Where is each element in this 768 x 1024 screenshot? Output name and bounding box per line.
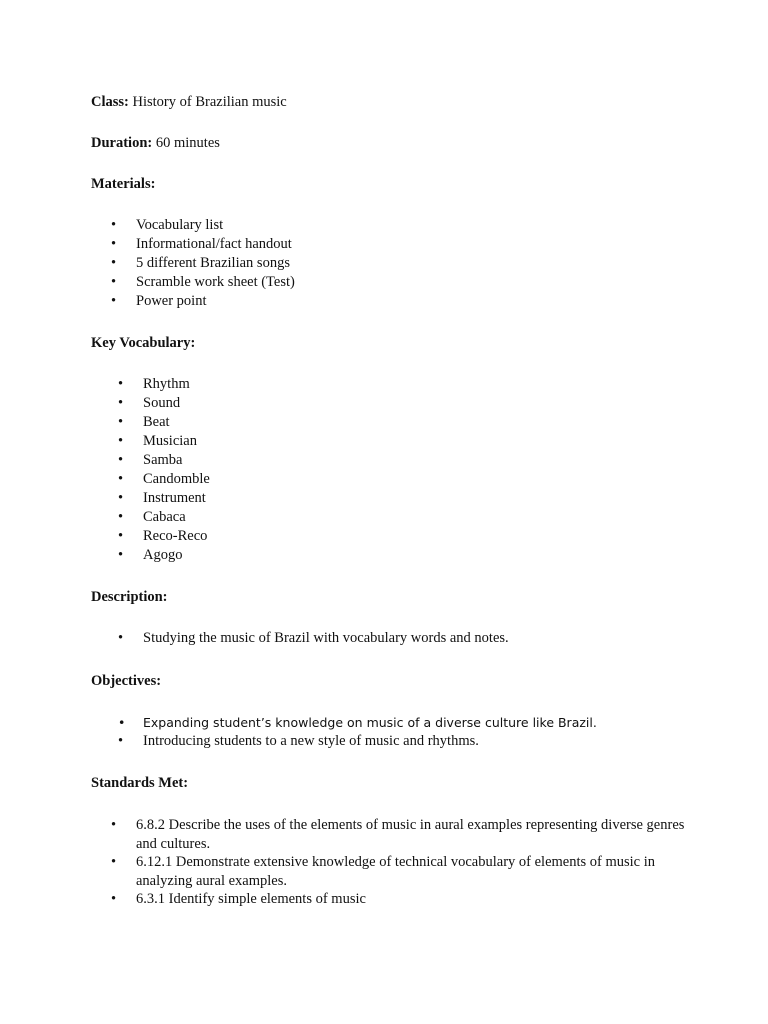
- objectives-list: [143, 713, 597, 751]
- list-item: • Reco-Reco: [143, 527, 210, 546]
- standards-list: [136, 816, 696, 909]
- objectives-heading: Objectives:: [91, 673, 162, 689]
- class-value: History of Brazilian music: [132, 94, 287, 110]
- list-item: • 5 different Brazilian songs: [136, 254, 295, 273]
- duration-line: [91, 134, 220, 152]
- list-item: • Introducing students to a new style of music and rhythms.: [143, 732, 597, 751]
- list-item: • Vocabulary list: [136, 216, 295, 235]
- list-item: • Samba: [143, 451, 210, 470]
- list-item: • 6.12.1 Demonstrate extensive knowledge of technical vocabulary of elements of music in analyzing aural examples.: [136, 853, 696, 890]
- list-item: • Expanding student’s knowledge on music of a diverse culture like Brazil.: [143, 713, 597, 732]
- list-item: • Rhythm: [143, 375, 210, 394]
- list-item: • Informational/fact handout: [136, 235, 295, 254]
- list-item: • Scramble work sheet (Test): [136, 273, 295, 292]
- list-item: • Musician: [143, 432, 210, 451]
- key-vocabulary-heading: Key Vocabulary:: [91, 335, 196, 351]
- list-item: • 6.3.1 Identify simple elements of music: [136, 890, 696, 909]
- list-item: • Sound: [143, 394, 210, 413]
- list-item: • Instrument: [143, 489, 210, 508]
- list-item: • Agogo: [143, 546, 210, 565]
- description-list: [143, 629, 509, 648]
- class-line: [91, 93, 287, 111]
- list-item: • Beat: [143, 413, 210, 432]
- description-heading: Description:: [91, 589, 168, 605]
- list-item: • Studying the music of Brazil with vocabulary words and notes.: [143, 629, 509, 648]
- list-item: • 6.8.2 Describe the uses of the elements of music in aural examples representing diverse genres and cultures.: [136, 816, 696, 853]
- key-vocabulary-list: [143, 375, 210, 565]
- duration-value: 60 minutes: [155, 135, 220, 151]
- list-item: • Candomble: [143, 470, 210, 489]
- class-label: Class:: [91, 94, 129, 110]
- standards-heading: Standards Met:: [91, 775, 189, 791]
- list-item: • Cabaca: [143, 508, 210, 527]
- materials-heading: Materials:: [91, 176, 156, 192]
- list-item: • Power point: [136, 292, 295, 311]
- materials-list: [136, 216, 295, 311]
- duration-label: Duration:: [91, 135, 153, 151]
